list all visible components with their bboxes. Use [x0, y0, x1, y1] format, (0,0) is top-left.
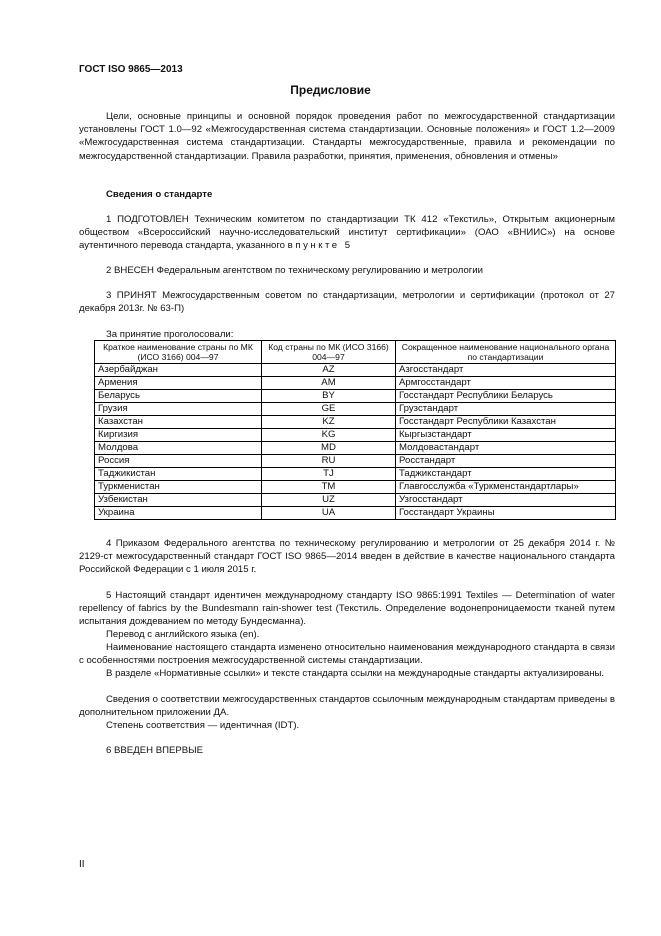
authority-cell: Азгосстандарт [396, 364, 616, 377]
table-row [95, 468, 616, 481]
item-4-paragraph: 4 Приказом Федерального агентства по техническому регулированию и метрологии от 25 декабря 2014 г. № 2129-ст межгосударственный стандарт ГОСТ ISO 9865—2014 введен в действие в качестве национального стандарта Российской Федерации с 1 июля 2015 г. [79, 538, 615, 576]
item-5-name-change: Наименование настоящего стандарта изменено относительно наименования международного стандарта в связи с особенностями построения межгосударственной системы стандартизации. [79, 642, 615, 667]
code-cell: UZ [262, 494, 396, 507]
column-header-country: Краткое наименование страны по МК (ИСО 3166) 004—97 [95, 341, 262, 364]
table-row [95, 507, 616, 520]
code-cell: AM [262, 377, 396, 390]
page-number: II [79, 859, 85, 870]
vote-caption: За принятие проголосовали: [106, 329, 234, 340]
table-row [95, 390, 616, 403]
authority-cell: Госстандарт Республики Казахстан [396, 416, 616, 429]
code-cell: BY [262, 390, 396, 403]
table-row [95, 364, 616, 377]
authority-cell: Армгосстандарт [396, 377, 616, 390]
item-5-appendix: Сведения о соответствии межгосударственных стандартов ссылочным международным стандартам приведены в дополнительном приложении ДА. [79, 694, 615, 719]
vote-table [94, 340, 616, 520]
country-cell: Узбекистан [95, 494, 262, 507]
vote-table-header-row [95, 341, 616, 364]
table-row [95, 494, 616, 507]
authority-cell: Госстандарт Украины [396, 507, 616, 520]
code-cell: UA [262, 507, 396, 520]
country-cell: Казахстан [95, 416, 262, 429]
intro-paragraph: Цели, основные принципы и основной порядок проведения работ по межгосударственной стандартизации установлены ГОСТ 1.0—92 «Межгосударственная система стандартизации. Основные положения» и ГОСТ 1.2—2009 «Межгосударственная система стандартизации. Стандарты межгосударственные, правила и рекомендации по межгосударственной стандартизации. Правила разработки, принятия, применения, обновления и отмены» [79, 111, 615, 162]
page-title: Предисловие [290, 83, 371, 97]
code-cell: KG [262, 429, 396, 442]
item-5-translation: Перевод с английского языка (en). [106, 629, 260, 640]
country-cell: Россия [95, 455, 262, 468]
item-5-references: В разделе «Нормативные ссылки» и тексте стандарта ссылки на международные стандарты актуализированы. [106, 668, 605, 679]
country-cell: Молдова [95, 442, 262, 455]
column-header-authority: Сокращенное наименование национального органа по стандартизации [396, 341, 616, 364]
section-heading: Сведения о стандарте [106, 189, 213, 200]
authority-cell: Главгосслужба «Туркменстандартлары» [396, 481, 616, 494]
code-cell: MD [262, 442, 396, 455]
authority-cell: Молдовастандарт [396, 442, 616, 455]
authority-cell: Таджикстандарт [396, 468, 616, 481]
country-cell: Грузия [95, 403, 262, 416]
country-cell: Азербайджан [95, 364, 262, 377]
code-cell: TJ [262, 468, 396, 481]
country-cell: Туркменистан [95, 481, 262, 494]
item-2-paragraph: 2 ВНЕСЕН Федеральным агентством по техническому регулированию и метрологии [106, 265, 484, 276]
code-cell: RU [262, 455, 396, 468]
document-code: ГОСТ ISO 9865—2013 [79, 64, 183, 75]
item-1-text: 1 ПОДГОТОВЛЕН Техническим комитетом по стандартизации ТК 412 «Текстиль», Открытым акционерным обществом «Всероссийский научно-исследовательский институт сертификации» (ОАО «ВНИИС») на основе аутентичного перевода стандарта, указанного в [79, 214, 615, 252]
authority-cell: Грузстандарт [396, 403, 616, 416]
code-cell: GE [262, 403, 396, 416]
item-5-degree: Степень соответствия — идентичная (IDT). [106, 720, 300, 731]
authority-cell: Госстандарт Республики Беларусь [396, 390, 616, 403]
code-cell: KZ [262, 416, 396, 429]
table-row [95, 377, 616, 390]
item-1-paragraph [79, 213, 615, 253]
item-3-paragraph: 3 ПРИНЯТ Межгосударственным советом по стандартизации, метрологии и сертификации (протокол от 27 декабря 2013г. № 63-П) [79, 290, 615, 315]
authority-cell: Узгосстандарт [396, 494, 616, 507]
country-cell: Киргизия [95, 429, 262, 442]
table-row [95, 416, 616, 429]
country-cell: Таджикистан [95, 468, 262, 481]
authority-cell: Росстандарт [396, 455, 616, 468]
table-row [95, 429, 616, 442]
country-cell: Украина [95, 507, 262, 520]
code-cell: TM [262, 481, 396, 494]
item-1-reference: пункте 5 [295, 240, 353, 252]
authority-cell: Кыргызстандарт [396, 429, 616, 442]
table-row [95, 455, 616, 468]
table-row [95, 403, 616, 416]
table-row [95, 442, 616, 455]
item-6-paragraph: 6 ВВЕДЕН ВПЕРВЫЕ [106, 745, 204, 756]
table-row [95, 481, 616, 494]
item-5-paragraph: 5 Настоящий стандарт идентичен международному стандарту ISO 9865:1991 Textiles — Determination of water repellency of fabrics by the Bundesmann rain-shower test (Текстиль. Определение водонепроницаемости тканей путем испытания дождеванием по методу Бундесманна). [79, 590, 615, 628]
country-cell: Беларусь [95, 390, 262, 403]
column-header-code: Код страны по МК (ИСО 3166) 004—97 [262, 341, 396, 364]
code-cell: AZ [262, 364, 396, 377]
country-cell: Армения [95, 377, 262, 390]
